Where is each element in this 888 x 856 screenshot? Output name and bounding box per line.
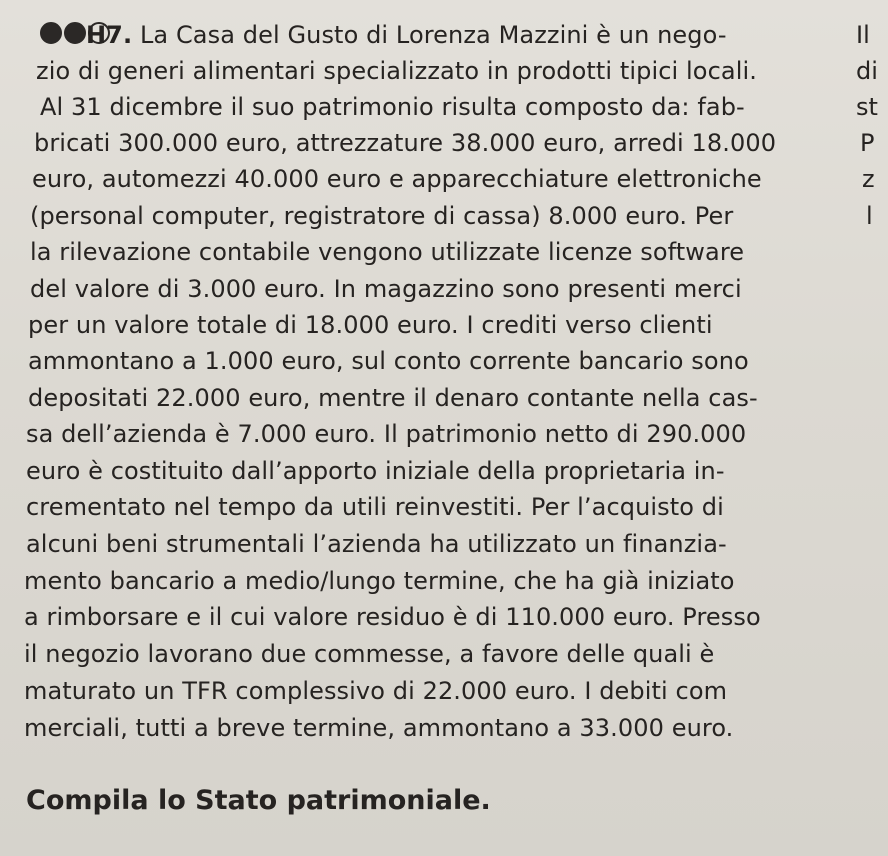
- adjacent-column-fragment: di: [856, 57, 878, 85]
- exercise-text-line: merciali, tutti a breve termine, ammontano a 33.000 euro.: [24, 714, 734, 742]
- exercise-text-line: depositati 22.000 euro, mentre il denaro contante nella cas-: [28, 384, 758, 412]
- exercise-text-line: crementato nel tempo da utili reinvestiti. Per l’acquisto di: [26, 493, 724, 521]
- adjacent-column-fragment: st: [856, 93, 878, 121]
- exercise-text-line: maturato un TFR complessivo di 22.000 euro. I debiti com: [24, 677, 728, 705]
- exercise-text-line: la rilevazione contabile vengono utilizzate licenze software: [30, 238, 745, 266]
- adjacent-column-fragment: z: [862, 165, 875, 193]
- exercise-text-line: ammontano a 1.000 euro, sul conto corrente bancario sono: [28, 347, 749, 375]
- adjacent-column-fragment: Il: [856, 21, 870, 49]
- exercise-text-line: euro è costituito dall’apporto iniziale della proprietaria in-: [26, 457, 725, 485]
- exercise-text-line: il negozio lavorano due commesse, a favore delle quali è: [24, 640, 715, 668]
- exercise-text-line: mento bancario a medio/lungo termine, che ha già iniziato: [24, 567, 735, 595]
- exercise-text-line: sa dell’azienda è 7.000 euro. Il patrimonio netto di 290.000: [26, 420, 747, 448]
- exercise-text-line: a rimborsare e il cui valore residuo è di 110.000 euro. Presso: [24, 603, 761, 631]
- exercise-text-line: Al 31 dicembre il suo patrimonio risulta composto da: fab-: [40, 93, 745, 121]
- exercise-first-line: [86, 20, 727, 50]
- adjacent-column-fragment: P: [860, 129, 875, 157]
- exercise-text-line: del valore di 3.000 euro. In magazzino sono presenti merci: [30, 275, 742, 303]
- difficulty-dot-filled: [64, 22, 86, 44]
- adjacent-column-fragments: [848, 0, 888, 856]
- difficulty-dot-filled: [40, 22, 62, 44]
- exercise-text-line: euro, automezzi 40.000 euro e apparecchiature elettroniche: [32, 165, 762, 193]
- exercise-number: H7.: [86, 21, 133, 49]
- exercise-text-line: La Casa del Gusto di Lorenza Mazzini è un nego-: [139, 21, 727, 49]
- exercise-text-line: bricati 300.000 euro, attrezzature 38.000 euro, arredi 18.000: [34, 129, 777, 157]
- exercise-text-line: per un valore totale di 18.000 euro. I crediti verso clienti: [28, 311, 713, 339]
- exercise-instruction: Compila lo Stato patrimoniale.: [26, 785, 491, 816]
- exercise-text-line: alcuni beni strumentali l’azienda ha utilizzato un finanzia-: [26, 530, 727, 558]
- exercise-text-line: (personal computer, registratore di cassa) 8.000 euro. Per: [30, 202, 734, 230]
- exercise-text-line: zio di generi alimentari specializzato in prodotti tipici locali.: [36, 57, 757, 85]
- adjacent-column-fragment: l: [866, 202, 873, 230]
